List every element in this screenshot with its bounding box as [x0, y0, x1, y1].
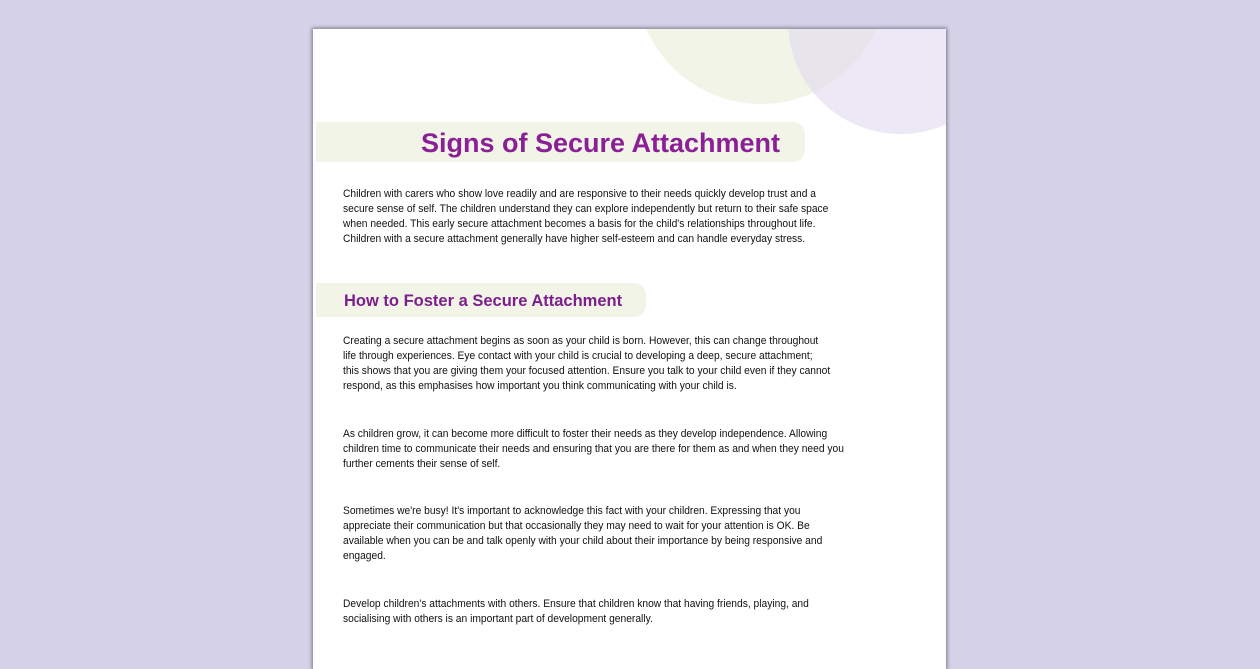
decorative-purple-circle — [788, 29, 946, 134]
paragraph — [343, 427, 844, 472]
text-line: As children grow, it can become more difficult to foster their needs as they develop independence. Allowing — [343, 428, 828, 440]
text-line: socialising with others is an important part of development generally. — [343, 613, 653, 625]
text-line: life through experiences. Eye contact with your child is crucial to developing a deep, secure attachment; — [343, 350, 813, 362]
text-line: Children with a secure attachment generally have higher self-esteem and can handle everyday stress. — [343, 233, 806, 245]
text-line: Children with carers who show love readily and are responsive to their needs quickly develop trust and a — [343, 188, 816, 200]
text-line: this shows that you are giving them your focused attention. Ensure you talk to your child even if they cannot — [343, 365, 831, 377]
text-line: children time to communicate their needs and ensuring that you are there for them as and when they need you — [343, 443, 844, 455]
page-title: Signs of Secure Attachment — [316, 122, 805, 162]
text-line: when needed. This early secure attachment becomes a basis for the child's relationships throughout life. — [343, 218, 816, 230]
text-line: secure sense of self. The children understand they can explore independently but return to their safe space — [343, 203, 829, 215]
paragraph — [343, 334, 830, 394]
text-line: Develop children's attachments with others. Ensure that children know that having friends, playing, and — [343, 598, 809, 610]
text-line: Creating a secure attachment begins as soon as your child is born. However, this can change throughout — [343, 335, 819, 347]
document-page — [313, 29, 946, 669]
paragraph — [343, 597, 809, 627]
text-line: engaged. — [343, 550, 386, 562]
paragraph — [343, 504, 822, 564]
text-line: Sometimes we're busy! It's important to acknowledge this fact with your children. Expressing that you — [343, 505, 801, 517]
text-line: further cements their sense of self. — [343, 458, 501, 470]
section-heading: How to Foster a Secure Attachment — [316, 283, 646, 317]
text-line: appreciate their communication but that occasionally they may need to wait for your attention is OK. Be — [343, 520, 810, 532]
intro-paragraph — [343, 187, 828, 247]
text-line: available when you can be and talk openly with your child about their importance by being responsive and — [343, 535, 823, 547]
text-line: respond, as this emphasises how important you think communicating with your child is. — [343, 380, 737, 392]
